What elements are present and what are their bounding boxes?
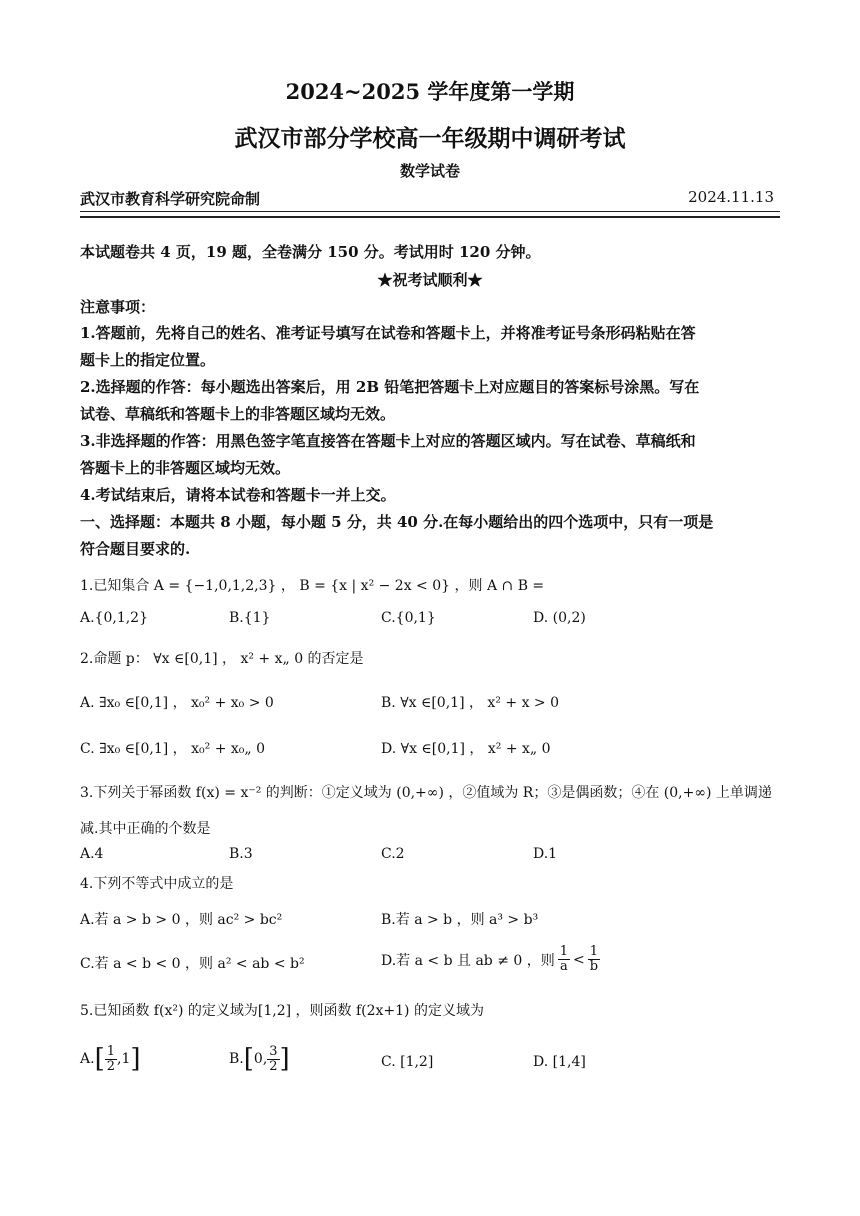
question-4-option-b: B.若 a > b ，则 a³ > b³ bbox=[381, 912, 539, 928]
notice-title: 注意事项： bbox=[80, 298, 156, 316]
less-than-sign: < bbox=[573, 951, 585, 968]
fraction-denominator: 2 bbox=[269, 1058, 278, 1074]
question-3-option-b: B.3 bbox=[229, 846, 253, 862]
fraction-1-over-2 bbox=[105, 1045, 117, 1074]
notice-line: 题卡上的指定位置。 bbox=[80, 351, 216, 369]
left-bracket: [ bbox=[243, 1044, 254, 1074]
question-4-option-c: C.若 a < b < 0 ，则 a² < ab < b² bbox=[80, 956, 305, 972]
option-d-text: D.若 a < b 且 ab ≠ 0 ，则 bbox=[381, 952, 555, 969]
question-3-option-c: C.2 bbox=[381, 846, 405, 862]
fraction-numerator: 3 bbox=[269, 1043, 278, 1059]
question-4-stem: 4.下列不等式中成立的是 bbox=[80, 876, 234, 892]
question-1-option-c: C.{0,1} bbox=[381, 610, 436, 626]
fraction-1-over-a bbox=[558, 945, 570, 974]
header-divider-thin bbox=[80, 211, 780, 212]
interval-rest: ,1 bbox=[117, 1051, 131, 1067]
right-bracket: ] bbox=[130, 1044, 141, 1074]
fraction-3-over-2 bbox=[267, 1045, 279, 1074]
question-5-option-a bbox=[80, 1044, 141, 1074]
exam-year-title: 2024~2025 学年度第一学期 bbox=[285, 79, 575, 104]
question-5-stem: 5.已知函数 f(x²) 的定义域为[1,2] ，则函数 f(2x+1) 的定义域为 bbox=[80, 1003, 484, 1019]
question-3-stem-cont: 减.其中正确的个数是 bbox=[80, 821, 211, 837]
question-1-stem: 1.已知集合 A = {−1,0,1,2,3} ， B = {x | x² − 2x < 0} ，则 A ∩ B = bbox=[80, 578, 545, 594]
notice-line: 试卷、草稿纸和答题卡上的非答题区域均无效。 bbox=[80, 405, 396, 423]
section-heading: 一、选择题：本题共 8 小题，每小题 5 分，共 40 分.在每小题给出的四个选项中，只有一项是 bbox=[80, 513, 714, 531]
fraction-numerator: 1 bbox=[106, 1043, 115, 1059]
header-divider-thick bbox=[80, 216, 780, 218]
question-5-option-d: D. [1,4] bbox=[533, 1054, 586, 1070]
option-label: B. bbox=[229, 1051, 244, 1067]
notice-line: 2.选择题的作答：每小题选出答案后，用 2B 铅笔把答题卡上对应题目的答案标号涂黑。写在 bbox=[80, 378, 700, 396]
fraction-denominator: a bbox=[560, 959, 568, 974]
question-4-option-a: A.若 a > b > 0 ，则 ac² > bc² bbox=[80, 912, 283, 928]
question-3-option-d: D.1 bbox=[533, 846, 558, 862]
exam-date: 2024.11.13 bbox=[688, 188, 774, 206]
exam-main-title: 武汉市部分学校高一年级期中调研考试 bbox=[234, 125, 626, 152]
question-5-option-b bbox=[229, 1044, 290, 1074]
fraction-numerator: 1 bbox=[559, 944, 569, 959]
fraction-1-over-b bbox=[588, 945, 600, 974]
left-bracket: [ bbox=[94, 1044, 105, 1074]
question-2-option-c: C. ∃x₀ ∈[0,1] ， x₀² + x₀„ 0 bbox=[80, 741, 265, 757]
fraction-denominator: b bbox=[589, 959, 599, 974]
question-3-option-a: A.4 bbox=[80, 846, 104, 862]
question-2-option-d: D. ∀x ∈[0,1] ， x² + x„ 0 bbox=[381, 741, 551, 757]
question-4-option-d bbox=[381, 945, 600, 974]
question-1-option-a: A.{0,1,2} bbox=[80, 610, 148, 626]
interval-start: 0, bbox=[253, 1051, 268, 1067]
section-heading: 符合题目要求的. bbox=[80, 540, 191, 558]
question-3-stem: 3.下列关于幂函数 f(x) = x⁻² 的判断：①定义域为 (0,+∞) ，②值域为 R；③是偶函数；④在 (0,+∞) 上单调递 bbox=[80, 785, 772, 801]
question-2-option-b: B. ∀x ∈[0,1] ， x² + x > 0 bbox=[381, 695, 560, 711]
exam-wish: ★祝考试顺利★ bbox=[377, 271, 483, 289]
exam-summary: 本试题卷共 4 页，19 题，全卷满分 150 分。考试用时 120 分钟。 bbox=[80, 243, 541, 261]
notice-line: 1.答题前，先将自己的姓名、准考证号填写在试卷和答题卡上，并将准考证号条形码粘贴在答 bbox=[80, 324, 696, 342]
exam-subject: 数学试卷 bbox=[399, 162, 460, 180]
notice-line: 3.非选择题的作答：用黑色签字笔直接答在答题卡上对应的答题区域内。写在试卷、草稿纸和 bbox=[80, 432, 696, 450]
notice-line: 4.考试结束后，请将本试卷和答题卡一并上交。 bbox=[80, 486, 396, 504]
question-1-option-b: B.{1} bbox=[229, 610, 271, 626]
option-label: A. bbox=[80, 1051, 95, 1067]
fraction-numerator: 1 bbox=[589, 944, 599, 959]
question-2-stem: 2.命题 p： ∀x ∈[0,1] ， x² + x„ 0 的否定是 bbox=[80, 651, 364, 667]
fraction-denominator: 2 bbox=[106, 1058, 115, 1074]
right-bracket: ] bbox=[279, 1044, 290, 1074]
question-5-option-c: C. [1,2] bbox=[381, 1054, 434, 1070]
question-2-option-a: A. ∃x₀ ∈[0,1] ， x₀² + x₀ > 0 bbox=[80, 695, 274, 711]
exam-issuer: 武汉市教育科学研究院命制 bbox=[80, 190, 261, 208]
notice-line: 答题卡上的非答题区域均无效。 bbox=[80, 459, 291, 477]
question-1-option-d: D. (0,2) bbox=[533, 610, 586, 626]
